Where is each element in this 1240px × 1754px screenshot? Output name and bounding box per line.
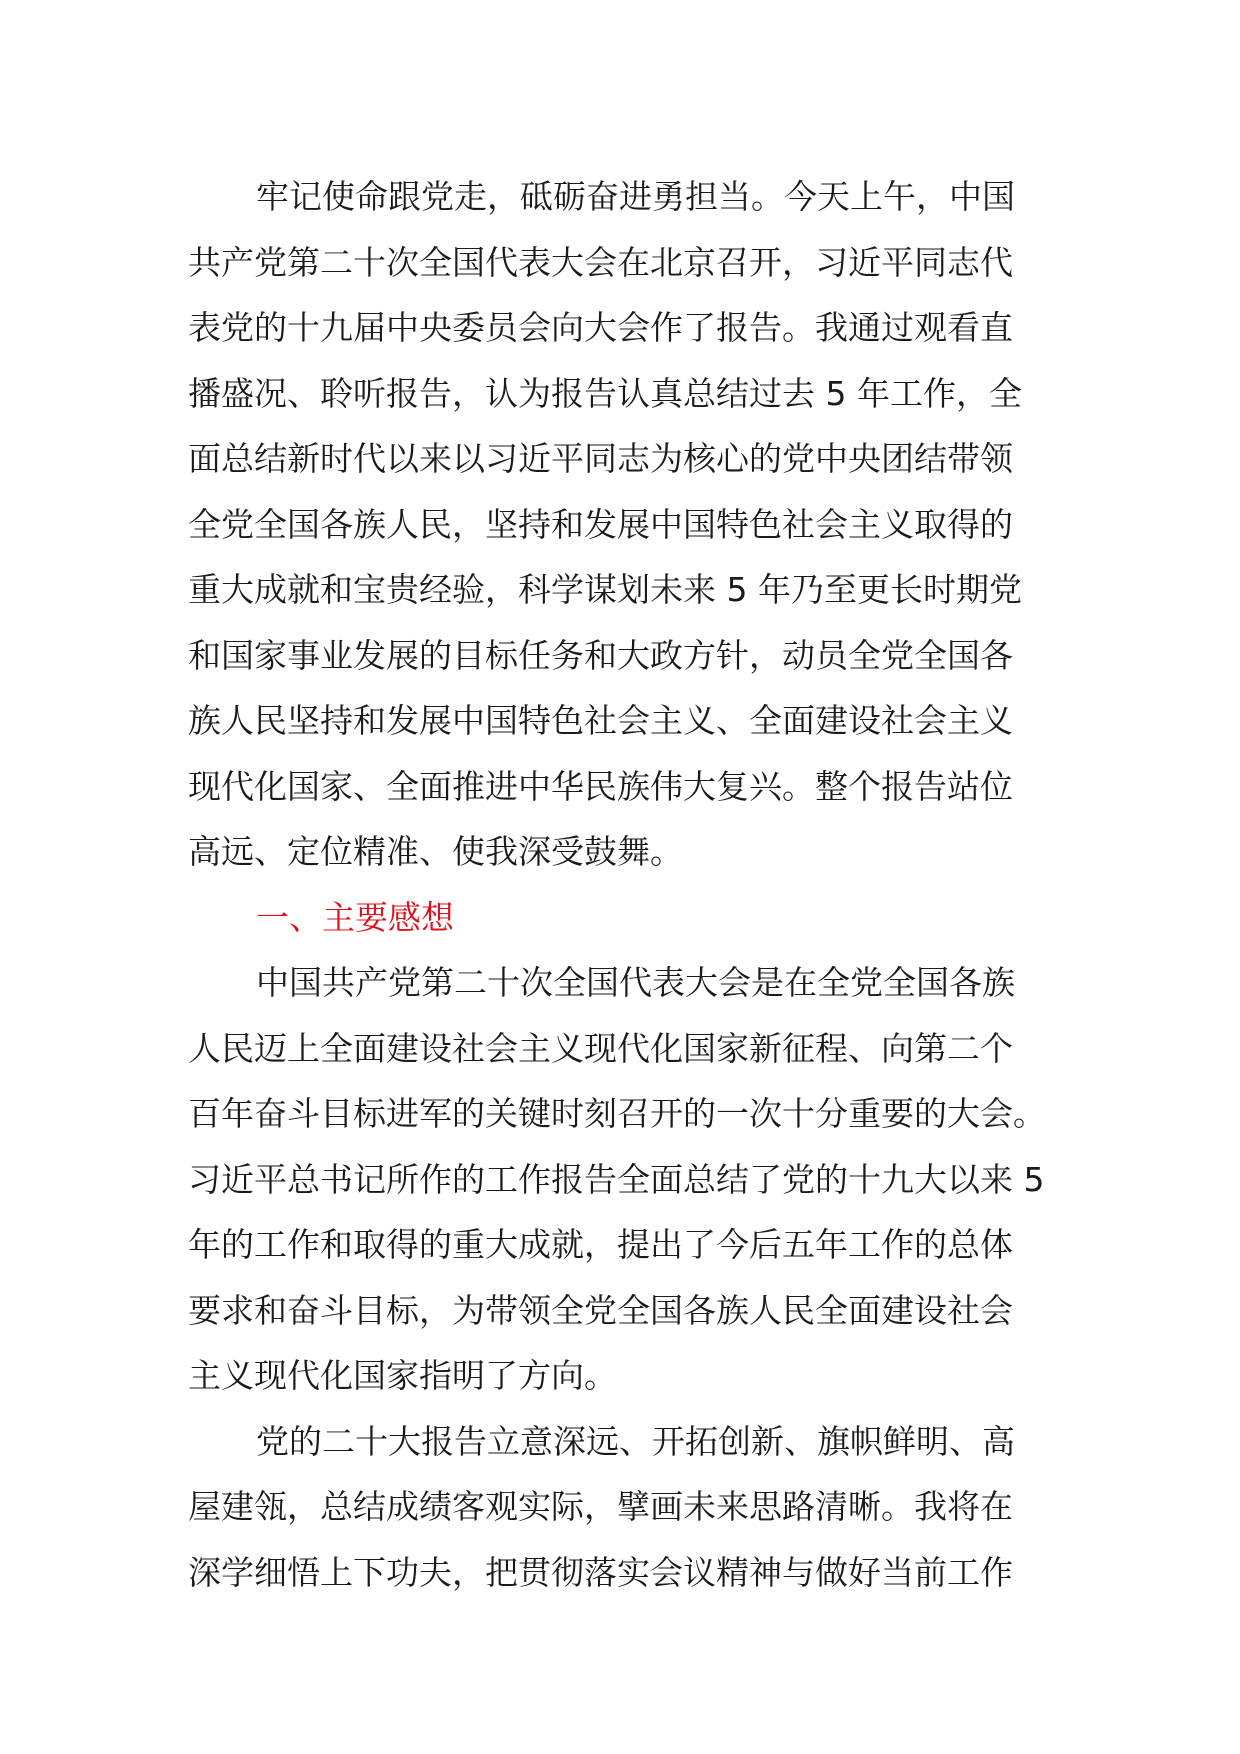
- paragraph-report: [188, 1409, 1068, 1606]
- text-line: 播盛况、聆听报告，认为报告认真总结过去 5 年工作，全: [188, 373, 1022, 413]
- text-line: 族人民坚持和发展中国特色社会主义、全面建设社会主义: [188, 701, 1013, 740]
- section-heading: [188, 885, 1068, 951]
- text-line: 深学细悟上下功夫，把贯彻落实会议精神与做好当前工作: [188, 1552, 1013, 1592]
- paragraph-congress: [188, 950, 1068, 1409]
- text-line: 面总结新时代以来以习近平同志为核心的党中央团结带领: [188, 439, 1013, 478]
- text-line: 表党的十九届中央委员会向大会作了报告。我通过观看直: [188, 308, 1013, 347]
- text-line: 百年奋斗目标进军的关键时刻召开的一次十分重要的大会。: [188, 1094, 1046, 1133]
- text-line: 现代化国家、全面推进中华民族伟大复兴。整个报告站位: [188, 766, 1013, 806]
- text-line: 习近平总书记所作的工作报告全面总结了党的十九大以来 5: [188, 1159, 1045, 1199]
- text-line: 人民迈上全面建设社会主义现代化国家新征程、向第二个: [188, 1028, 1013, 1068]
- text-line: 高远、定位精准、使我深受鼓舞。: [188, 832, 683, 871]
- text-line: 全党全国各族人民，坚持和发展中国特色社会主义取得的: [188, 504, 1013, 544]
- document-body: [188, 164, 1068, 1605]
- text-line: 屋建瓴，总结成绩客观实际，擘画未来思路清晰。我将在: [188, 1487, 1013, 1526]
- heading-text: 一、主要感想: [256, 897, 454, 937]
- text-line: 和国家事业发展的目标任务和大政方针，动员全党全国各: [188, 635, 1013, 675]
- text-line: 共产党第二十次全国代表大会在北京召开，习近平同志代: [188, 242, 1013, 282]
- text-line: 要求和奋斗目标，为带领全党全国各族人民全面建设社会: [188, 1290, 1013, 1330]
- text-line: 中国共产党第二十次全国代表大会是在全党全国各族: [256, 963, 1015, 1002]
- text-line: 主义现代化国家指明了方向。: [188, 1356, 617, 1395]
- text-line: 党的二十大报告立意深远、开拓创新、旗帜鲜明、高: [256, 1421, 1015, 1461]
- text-line: 重大成就和宝贵经验，科学谋划未来 5 年乃至更长时期党: [188, 570, 1022, 609]
- paragraph-intro: [188, 164, 1068, 885]
- text-line: 牢记使命跟党走，砥砺奋进勇担当。今天上午，中国: [256, 177, 1015, 216]
- text-line: 年的工作和取得的重大成就，提出了今后五年工作的总体: [188, 1225, 1013, 1264]
